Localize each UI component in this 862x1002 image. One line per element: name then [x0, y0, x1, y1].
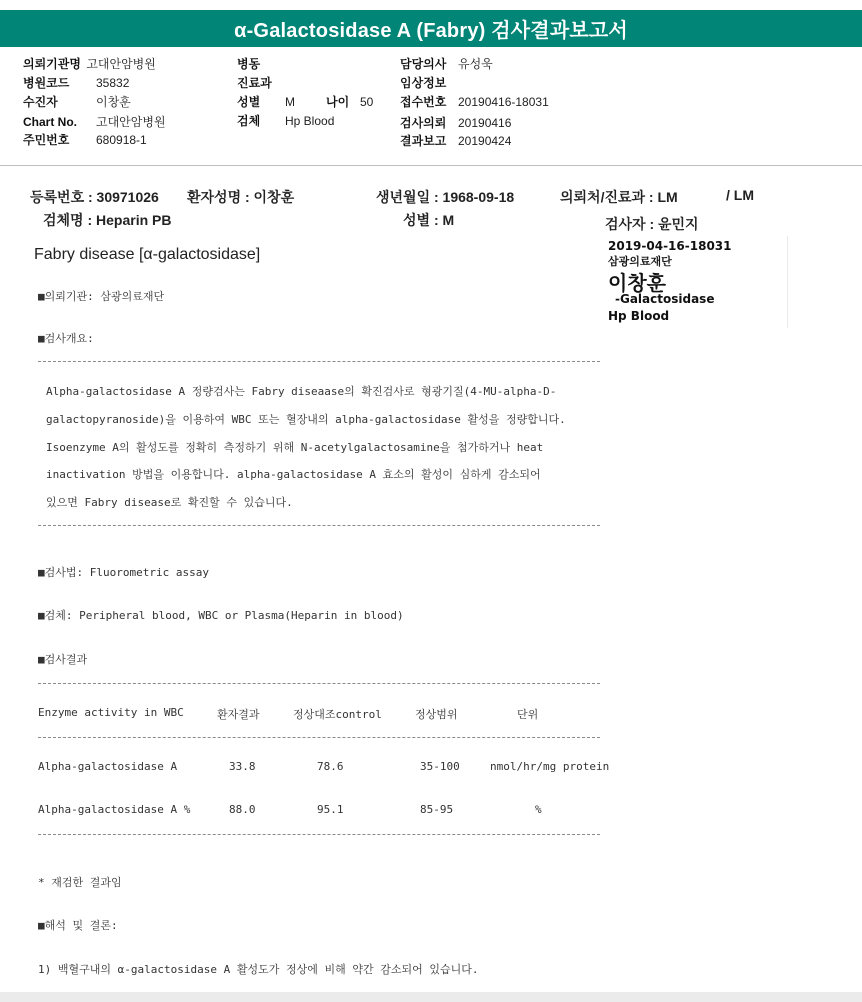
requester: 의뢰처/진료과 : LM — [560, 189, 678, 205]
header-field: 나이 50 — [326, 95, 374, 109]
label-accession: 2019-04-16-18031 — [608, 239, 732, 253]
divider — [38, 737, 600, 738]
birth-date: 생년월일 : 1968-09-18 — [376, 189, 515, 205]
specimen-desc: ■검체: Peripheral blood, WBC or Plasma(Heparin in blood) — [38, 609, 404, 622]
header-field: Chart No. 고대안암병원 — [23, 115, 166, 129]
sex: 성별 : M — [403, 212, 455, 228]
institution: ■의뢰기관: 삼광의료재단 — [38, 290, 165, 303]
header-field: 담당의사 유성욱 — [400, 57, 493, 71]
col-header: 단위 — [517, 708, 539, 721]
examiner: 검사자 : 윤민지 — [605, 216, 699, 232]
header-field: 수진자 이창훈 — [23, 95, 131, 109]
label-patient: 이창훈 — [608, 271, 666, 295]
divider — [38, 361, 600, 362]
header-field: 검체 Hp Blood — [237, 114, 335, 128]
document-title: Fabry disease [α-galactosidase] — [34, 246, 261, 263]
label-test: -Galactosidase — [615, 292, 715, 306]
divider — [38, 683, 600, 684]
results-heading: ■검사결과 — [38, 653, 88, 666]
header-field: 검사의뢰 20190416 — [400, 116, 512, 130]
header-field: 병동 — [237, 57, 261, 71]
divider — [38, 525, 600, 526]
overview-heading: ■검사개요: — [38, 332, 94, 345]
header-field: 성별 M — [237, 95, 295, 109]
header-field: 임상정보 — [400, 76, 447, 90]
col-header: Enzyme activity in WBC — [38, 706, 184, 719]
header-divider — [0, 165, 862, 166]
overview-line: Alpha-galactosidase A 정량검사는 Fabry diseaase의 확진검사로 형광기질(4-MU-alpha-D- — [46, 385, 557, 398]
table-cell: nmol/hr/mg protein — [490, 760, 610, 773]
table-cell: 35-100 — [420, 760, 460, 773]
table-cell: Alpha-galactosidase A — [38, 760, 178, 773]
method: ■검사법: Fluorometric assay — [38, 566, 209, 579]
specimen-name: 검체명 : Heparin PB — [43, 212, 172, 228]
dept: / LM — [726, 187, 754, 203]
overview-line: Isoenzyme A의 활성도를 정확히 측정하기 위해 N-acetylgalactosamine을 첨가하거나 heat — [46, 441, 544, 454]
col-header: 정상대조control — [293, 708, 382, 721]
header-field: 접수번호 20190416-18031 — [400, 95, 549, 109]
specimen-label — [603, 236, 788, 328]
overview-line: galactopyranoside)을 이용하여 WBC 또는 혈장내의 alpha-galactosidase 활성을 정량합니다. — [46, 413, 566, 426]
table-cell: % — [535, 803, 542, 816]
col-header: 정상범위 — [415, 708, 458, 721]
reg-no: 등록번호 : 30971026 — [30, 189, 159, 205]
label-specimen: Hp Blood — [608, 309, 670, 323]
table-cell: 78.6 — [317, 760, 344, 773]
table-cell: 85-95 — [420, 803, 454, 816]
table-cell: 95.1 — [317, 803, 344, 816]
header-field: 병원코드 35832 — [23, 76, 130, 90]
divider — [38, 834, 600, 835]
interpretation-heading: ■해석 및 결론: — [38, 919, 118, 932]
header-field: 의뢰기관명 고대안암병원 — [23, 57, 156, 71]
table-cell: 33.8 — [229, 760, 256, 773]
header-field: 결과보고 20190424 — [400, 134, 512, 148]
patient-name: 환자성명 : 이창훈 — [187, 189, 295, 205]
report-title: α-Galactosidase A (Fabry) 검사결과보고서 — [0, 10, 862, 47]
retest-note: * 재검한 결과임 — [38, 876, 122, 889]
overview-line: inactivation 방법을 이용합니다. alpha-galactosidase A 효소의 활성이 심하게 감소되어 — [46, 468, 541, 481]
table-cell: 88.0 — [229, 803, 256, 816]
header-field: 진료과 — [237, 76, 272, 90]
header-field: 주민번호 680918-1 — [23, 133, 147, 147]
col-header: 환자결과 — [217, 708, 260, 721]
table-cell: Alpha-galactosidase A % — [38, 803, 191, 816]
conclusion: 1) 백혈구내의 α-galactosidase A 활성도가 정상에 비해 약간 감소되어 있습니다. — [38, 963, 479, 976]
overview-line: 있으면 Fabry disease로 확진할 수 있습니다. — [46, 496, 293, 509]
label-lab: 삼광의료재단 — [608, 255, 672, 268]
